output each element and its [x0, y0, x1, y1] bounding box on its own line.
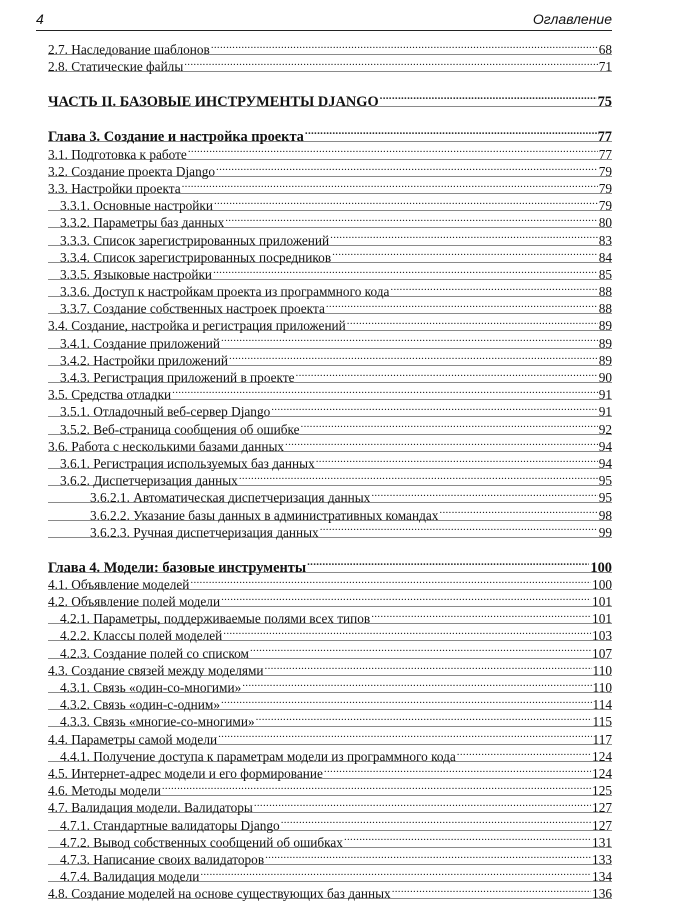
dot-leader — [371, 607, 591, 623]
dot-leader — [457, 745, 591, 761]
dot-leader — [184, 55, 597, 71]
dot-leader — [211, 38, 598, 54]
toc-entry-title: 3.5.2. Веб-страница сообщения об ошибке — [60, 421, 300, 437]
toc-entry-title: 3.3.3. Список зарегистрированных приложений — [60, 232, 330, 248]
toc-entry-title: 3.3.5. Языковые настройки — [60, 266, 213, 282]
toc-entry-page: 124 — [592, 765, 612, 781]
dot-leader — [188, 142, 598, 158]
toc-entry-page: 117 — [592, 731, 612, 747]
toc-entry-page: 133 — [592, 851, 612, 867]
toc-entry-page: 110 — [592, 680, 612, 695]
toc-entry-title: 4.4. Параметры самой модели — [48, 731, 218, 747]
toc-entry-page: 88 — [598, 284, 612, 300]
dot-leader — [221, 590, 591, 606]
toc-entry-page: 92 — [598, 421, 612, 437]
dot-leader — [305, 124, 597, 141]
toc-entry-page: 89 — [598, 318, 612, 334]
toc-entry-page: 98 — [598, 507, 612, 523]
toc-entry-title: 4.2. Объявление полей модели — [48, 594, 221, 610]
toc-entry-page: 89 — [598, 352, 612, 368]
dot-leader — [265, 659, 592, 675]
dot-leader — [347, 314, 598, 330]
dot-leader — [221, 331, 598, 347]
dot-leader — [371, 486, 597, 502]
toc-entry-page: 68 — [598, 42, 612, 58]
toc-entry-title: 4.3.3. Связь «многие-со-многими» — [60, 714, 255, 730]
toc-entry-title: 4.2.2. Классы полей моделей — [60, 628, 223, 644]
toc-entry-title: 3.6.2. Диспетчеризация данных — [60, 473, 238, 489]
dot-leader — [200, 865, 591, 881]
toc-entry-title: 2.8. Статические файлы — [48, 59, 184, 75]
toc-entry-title: 4.7. Валидация модели. Валидаторы — [48, 800, 253, 816]
toc-entry-title: 3.3.4. Список зарегистрированных посредников — [60, 249, 332, 265]
toc-entry-page: 100 — [592, 576, 612, 592]
toc-entry-page: 95 — [598, 490, 612, 506]
toc-entry-title: 4.4.1. Получение доступа к параметрам модели из программного кода — [60, 748, 456, 764]
dot-leader — [380, 89, 597, 106]
toc-entry-page: 91 — [598, 387, 612, 403]
toc-entry-title: 3.6. Работа с несколькими базами данных — [48, 438, 285, 454]
toc-entry-title: 4.3.2. Связь «один-с-одним» — [60, 697, 220, 713]
toc-entry-title: Глава 4. Модели: базовые инструменты — [48, 559, 307, 576]
toc-entry-page: 89 — [598, 335, 612, 351]
toc-entry-page: 103 — [592, 628, 612, 644]
dot-leader — [239, 469, 598, 485]
toc-entry-title: 3.3.7. Создание собственных настроек проекта — [60, 301, 325, 317]
toc-entry-page: 131 — [592, 834, 612, 850]
toc-entry-title: 4.7.4. Валидация модели — [60, 869, 200, 885]
toc-entry-page: 77 — [598, 146, 612, 162]
toc-entry-title: 3.3.2. Параметры баз данных — [60, 215, 225, 231]
dot-leader — [182, 177, 598, 193]
toc-entry-page: 127 — [592, 800, 612, 816]
toc-entry — [48, 38, 612, 58]
toc-entry-page: 85 — [598, 266, 612, 282]
toc-entry-page: 71 — [598, 59, 612, 75]
toc-entry-page: 79 — [598, 180, 612, 196]
dot-leader — [320, 521, 598, 537]
dot-leader — [172, 383, 598, 399]
toc-entry-page: 90 — [598, 370, 612, 385]
toc-entry-title: 4.8. Создание моделей на основе существующих баз данных — [48, 886, 391, 902]
dot-leader — [229, 349, 598, 365]
toc-entry-page: 94 — [598, 438, 612, 454]
toc-entry-title: 3.4.3. Регистрация приложений в проекте — [60, 370, 295, 385]
toc-entry-page: 115 — [592, 714, 612, 730]
toc-entry-title: 4.6. Методы модели — [48, 783, 161, 799]
dot-leader — [324, 762, 591, 778]
toc-entry-title: 3.3.6. Доступ к настройкам проекта из программного кода — [60, 284, 390, 300]
toc-entry-page: 100 — [590, 559, 612, 576]
dot-leader — [330, 228, 598, 244]
dot-leader — [281, 813, 591, 829]
toc-entry-page: 114 — [592, 697, 612, 713]
dot-leader — [221, 693, 592, 709]
dot-leader — [390, 280, 597, 296]
toc-entry-title: 4.2.1. Параметры, поддерживаемые полями всех типов — [60, 611, 371, 627]
toc-entry-page: 77 — [597, 129, 612, 146]
dot-leader — [213, 263, 598, 279]
toc-entry-title: 3.4. Создание, настройка и регистрация приложений — [48, 318, 346, 334]
toc-entry-page: 127 — [592, 817, 612, 833]
toc-entry-page: 125 — [592, 783, 612, 799]
dot-leader — [301, 417, 598, 433]
toc-entry-page: 91 — [598, 404, 612, 420]
toc-entry-title: 4.2.3. Создание полей со списком — [60, 645, 249, 661]
toc-entry-title: 3.3.1. Основные настройки — [60, 198, 213, 214]
toc-entry-title: 4.7.3. Написание своих валидаторов — [60, 851, 265, 867]
dot-leader — [285, 435, 598, 451]
toc-heading-entry — [48, 555, 612, 576]
dot-leader — [223, 624, 591, 640]
dot-leader — [254, 796, 591, 812]
dot-leader — [296, 366, 598, 382]
page-header — [36, 8, 612, 31]
toc-entry-page: 107 — [592, 645, 612, 661]
dot-leader — [256, 710, 592, 726]
toc-entry-page: 110 — [592, 662, 612, 678]
toc-entry-page: 134 — [592, 869, 612, 885]
toc-entry-page: 94 — [598, 455, 612, 471]
toc-entry-page: 80 — [598, 215, 612, 231]
toc-entry-title: 3.5. Средства отладки — [48, 387, 172, 403]
dot-leader — [250, 641, 591, 657]
toc-entry-title: 3.6.1. Регистрация используемых баз данных — [60, 455, 315, 471]
toc-entry-title: 3.5.1. Отладочный веб-сервер Django — [60, 404, 271, 420]
dot-leader — [216, 160, 598, 176]
toc-entry-page: 99 — [598, 524, 612, 540]
toc-entry-title: ЧАСТЬ II. БАЗОВЫЕ ИНСТРУМЕНТЫ DJANGO — [48, 94, 379, 111]
toc-entry-page: 95 — [598, 473, 612, 489]
toc-entry-title: 4.5. Интернет-адрес модели и его формирование — [48, 765, 323, 781]
dot-leader — [242, 676, 591, 692]
toc-entry-title: 2.7. Наследование шаблонов — [48, 42, 210, 58]
toc-entry-title: 3.4.1. Создание приложений — [60, 335, 220, 351]
toc-heading-entry — [48, 124, 612, 146]
toc-entry-page: 83 — [598, 232, 612, 248]
toc-entry-title: 3.2. Создание проекта Django — [48, 163, 216, 179]
dot-leader — [162, 779, 591, 795]
toc-entry-title: 4.7.1. Стандартные валидаторы Django — [60, 817, 280, 833]
toc-entry-title: 3.6.2.2. Указание базы данных в административных командах — [90, 507, 439, 523]
toc-entry-title: 3.6.2.3. Ручная диспетчеризация данных — [90, 524, 319, 540]
dot-leader — [225, 211, 597, 227]
toc-heading-entry — [48, 89, 612, 111]
page-number: 4 — [36, 11, 44, 27]
toc-entry-page: 79 — [598, 198, 612, 214]
toc-entry-title: 4.3.1. Связь «один-со-многими» — [60, 680, 242, 695]
dot-leader — [344, 831, 591, 847]
running-title: Оглавление — [532, 11, 612, 27]
dot-leader — [214, 194, 598, 210]
toc-entry-title: 3.4.2. Настройки приложений — [60, 352, 229, 368]
dot-leader — [265, 848, 591, 864]
toc-entry-page: 75 — [597, 94, 612, 111]
toc-entry-title: 4.3. Создание связей между моделями — [48, 662, 264, 678]
toc-entry-title: 4.1. Объявление моделей — [48, 576, 190, 592]
toc-entry-page: 88 — [598, 301, 612, 317]
dot-leader — [392, 882, 591, 898]
toc-entry-title: Глава 3. Создание и настройка проекта — [48, 129, 304, 146]
toc-entry-page: 101 — [592, 594, 612, 610]
toc-entry-title: 4.7.2. Вывод собственных сообщений об ошибках — [60, 834, 343, 850]
toc-entry-title: 3.6.2.1. Автоматическая диспетчеризация данных — [90, 490, 371, 506]
toc-entry-page: 84 — [598, 249, 612, 265]
toc-entry-title: 3.3. Настройки проекта — [48, 180, 181, 196]
dot-leader — [326, 297, 598, 313]
dot-leader — [190, 573, 591, 589]
table-of-contents — [48, 38, 612, 902]
dot-leader — [316, 452, 598, 468]
dot-leader — [439, 503, 597, 519]
toc-entry-page: 124 — [592, 748, 612, 764]
toc-entry-title: 3.1. Подготовка к работе — [48, 146, 187, 162]
dot-leader — [332, 246, 598, 262]
dot-leader — [218, 727, 591, 743]
dot-leader — [307, 555, 589, 572]
toc-entry-page: 101 — [592, 611, 612, 627]
dot-leader — [271, 400, 597, 416]
toc-entry-page: 136 — [592, 886, 612, 902]
toc-entry-page: 79 — [598, 163, 612, 179]
